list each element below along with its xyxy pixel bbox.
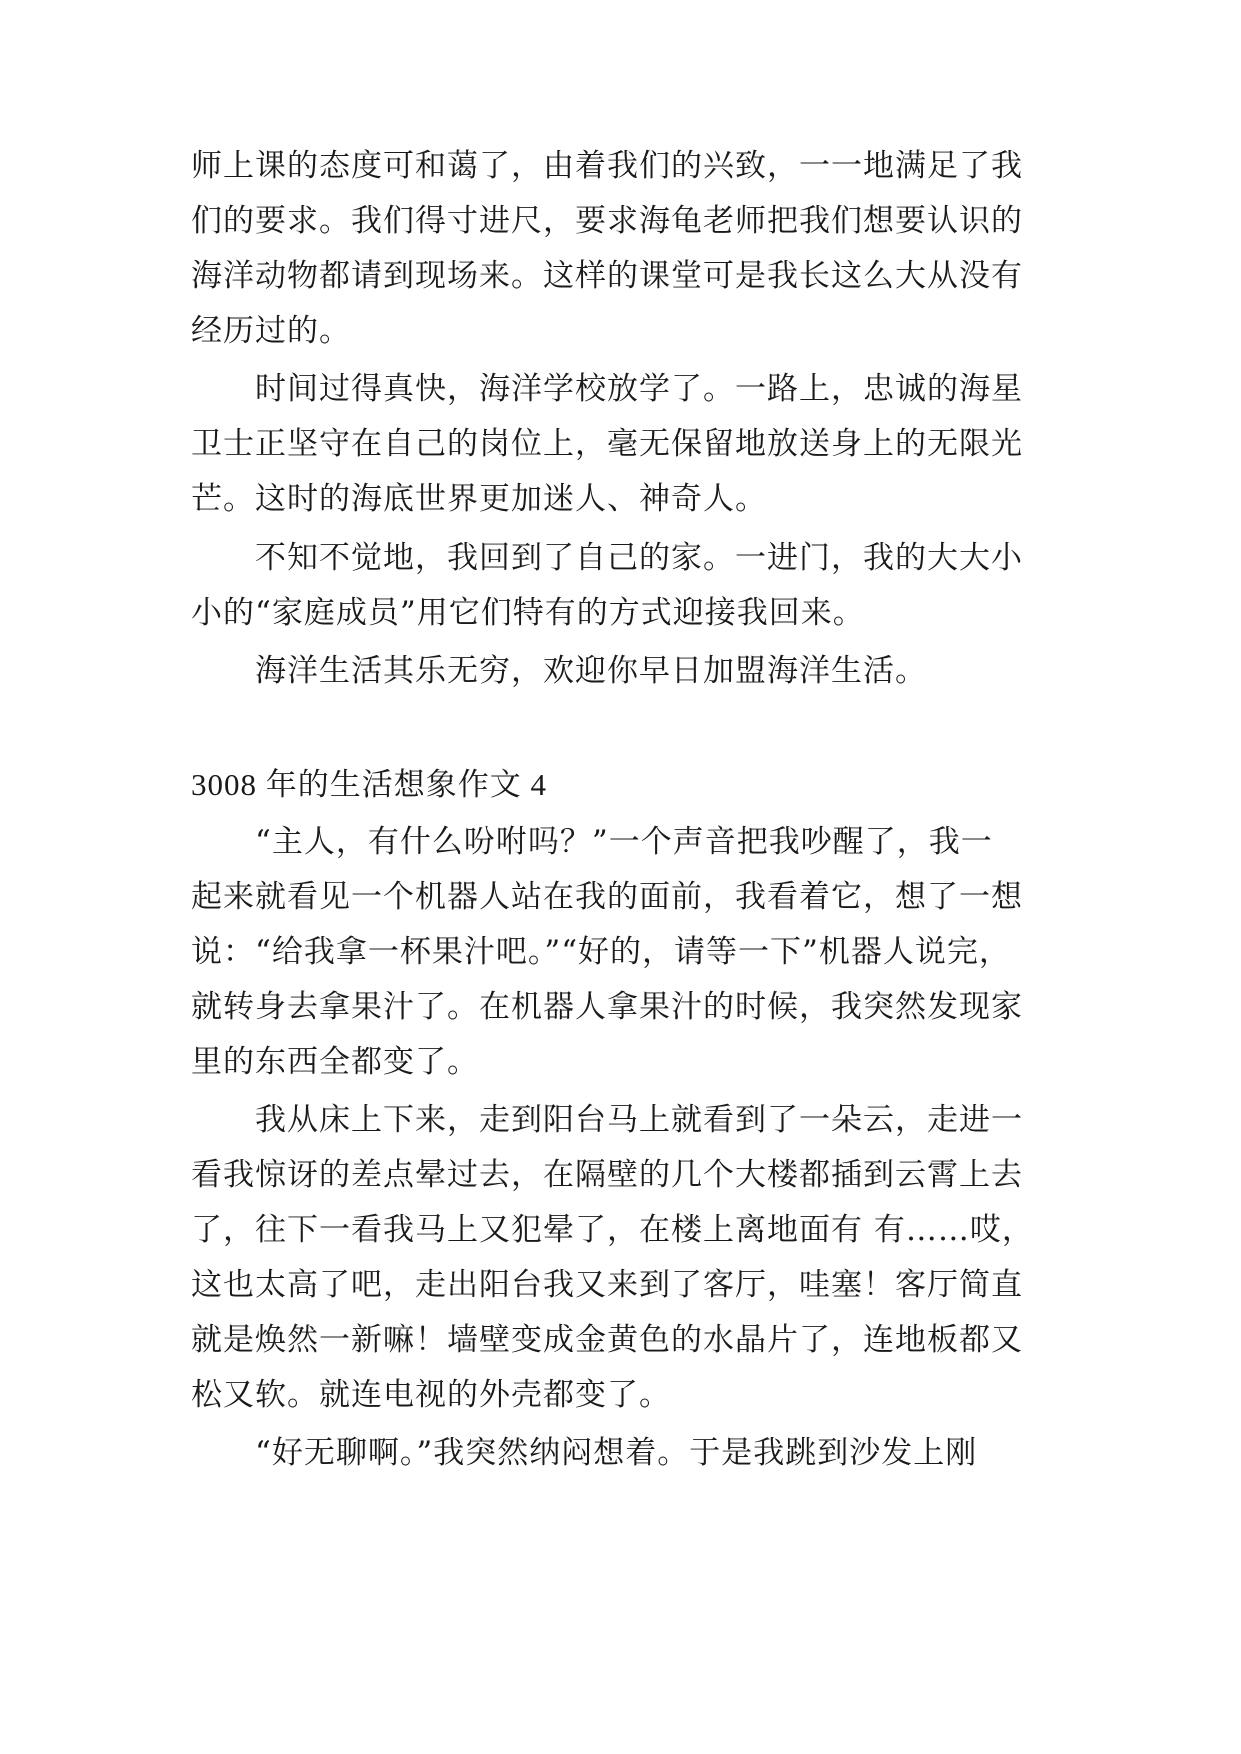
text-line: 我从床上下来，走到阳台马上就看到了一朵云，走进一 — [191, 1102, 1023, 1138]
section-title: 3008 年的生活想象作文 4 — [191, 767, 547, 802]
text-line: 就是焕然一新嘛！墙壁变成金黄色的水晶片了，连地板都又 — [191, 1322, 1023, 1358]
text-line: 卫士正坚守在自己的岗位上，毫无保留地放送身上的无限光 — [191, 426, 1023, 462]
text-line: 不知不觉地，我回到了自己的家。一进门，我的大大小 — [191, 540, 1023, 576]
text-line: 海洋生活其乐无穷，欢迎你早日加盟海洋生活。 — [191, 653, 927, 689]
text-line: 师上课的态度可和蔼了，由着我们的兴致，一一地满足了我 — [191, 148, 1023, 184]
text-line: “好无聊啊。”我突然纳闷想着。于是我跳到沙发上刚 — [191, 1435, 978, 1471]
text-line: 时间过得真快，海洋学校放学了。一路上，忠诚的海星 — [191, 371, 1023, 407]
text-line: 起来就看见一个机器人站在我的面前，我看着它，想了一想 — [191, 879, 1023, 915]
text-line: “主人，有什么吩咐吗？”一个声音把我吵醒了，我一 — [191, 824, 993, 860]
text-line: 海洋动物都请到现场来。这样的课堂可是我长这么大从没有 — [191, 258, 1023, 294]
text-line: 们的要求。我们得寸进尺，要求海龟老师把我们想要认识的 — [191, 203, 1023, 239]
text-line: 了，往下一看我马上又犯晕了，在楼上离地面有 有……哎， — [191, 1212, 1034, 1248]
text-line: 看我惊讶的差点晕过去，在隔壁的几个大楼都插到云霄上去 — [191, 1157, 1023, 1193]
text-line: 松又软。就连电视的外壳都变了。 — [191, 1377, 671, 1413]
text-line: 说：“给我拿一杯果汁吧。”“好的，请等一下”机器人说完， — [191, 934, 1011, 970]
text-line: 就转身去拿果汁了。在机器人拿果汁的时候，我突然发现家 — [191, 989, 1023, 1025]
text-line: 芒。这时的海底世界更加迷人、神奇人。 — [191, 481, 767, 517]
text-line: 这也太高了吧，走出阳台我又来到了客厅，哇塞！客厅简直 — [191, 1267, 1023, 1303]
text-line: 里的东西全都变了。 — [191, 1044, 479, 1080]
text-line: 经历过的。 — [191, 313, 351, 349]
text-line: 小的“家庭成员”用它们特有的方式迎接我回来。 — [191, 595, 865, 631]
